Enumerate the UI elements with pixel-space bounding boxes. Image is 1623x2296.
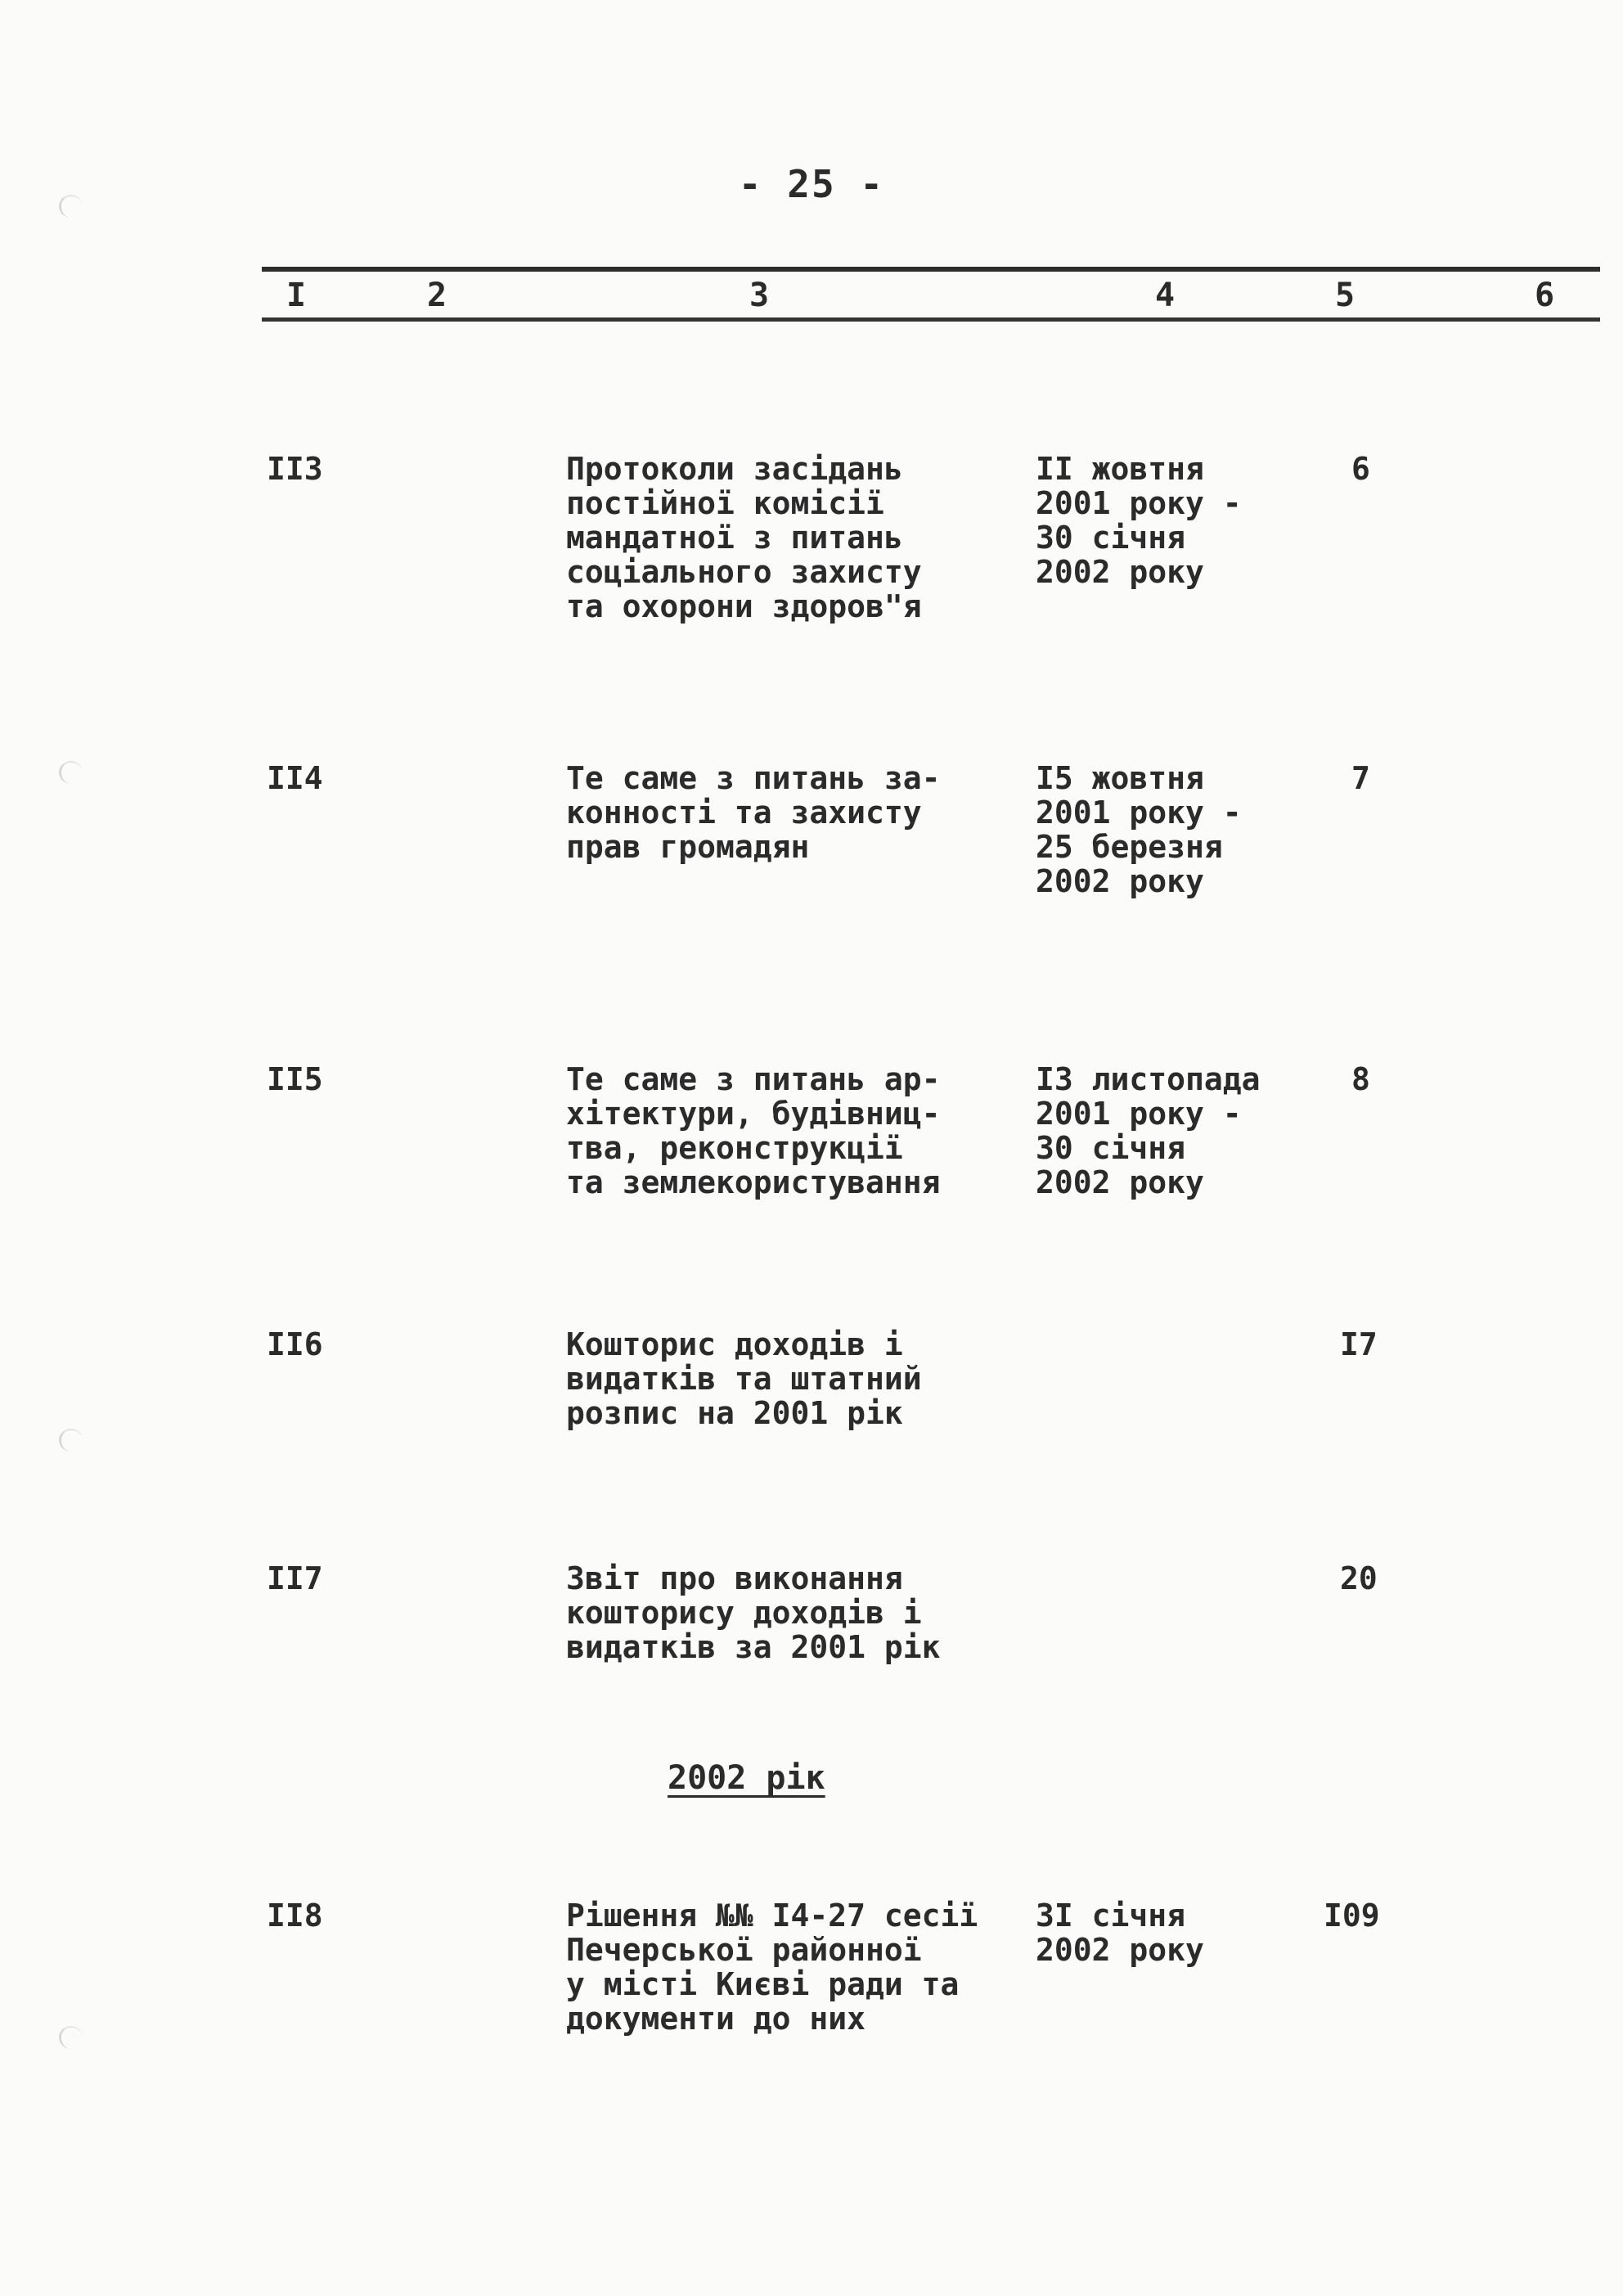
punch-hole-mark xyxy=(59,2026,83,2049)
entry-description: Те саме з питань за- конності та захисту прав громадян xyxy=(566,760,941,865)
entry-number: II6 xyxy=(267,1326,323,1362)
entry-sheet-count: 8 xyxy=(1351,1061,1370,1097)
punch-hole-mark xyxy=(59,761,83,784)
punch-hole-mark xyxy=(59,1429,83,1452)
entry-sheet-count: I09 xyxy=(1324,1898,1380,1934)
table-header-top-rule xyxy=(262,267,1600,272)
entry-dates: I5 жовтня 2001 року - 25 березня 2002 року xyxy=(1036,760,1242,899)
entry-description: Рішення №№ I4-27 сесії Печерської районної у місті Києві ради та документи до них xyxy=(566,1898,978,2037)
column-header-2: 2 xyxy=(427,277,447,314)
column-header-3: 3 xyxy=(749,277,770,314)
entry-number: II4 xyxy=(267,760,323,796)
column-header-6: 6 xyxy=(1535,277,1555,314)
entry-number: II8 xyxy=(267,1898,323,1934)
entry-sheet-count: 7 xyxy=(1351,760,1370,796)
entry-description: Протоколи засідань постійної комісії мандатної з питань соціального захисту та охорони здоров"я xyxy=(566,451,922,624)
entry-sheet-count: 20 xyxy=(1340,1560,1378,1596)
entry-description: Кошторис доходів і видатків та штатний розпис на 2001 рік xyxy=(566,1326,922,1431)
entry-description: Те саме з питань ар- хітектури, будівниц- тва, реконструкції та землекористування xyxy=(566,1061,941,1200)
page-number: - 25 - xyxy=(738,162,885,206)
entry-dates: I3 листопада 2001 року - 30 січня 2002 року xyxy=(1036,1061,1261,1200)
section-title: 2002 рік xyxy=(668,1759,825,1797)
entry-sheet-count: 6 xyxy=(1351,451,1370,487)
table-header-bottom-rule xyxy=(262,317,1600,322)
entry-number: II5 xyxy=(267,1061,323,1097)
entry-description: Звіт про виконання кошторису доходів і видатків за 2001 рік xyxy=(566,1560,941,1665)
entry-dates: 3I січня 2002 року xyxy=(1036,1898,1204,1968)
entry-number: II3 xyxy=(267,451,323,487)
entry-number: II7 xyxy=(267,1560,323,1596)
entry-sheet-count: I7 xyxy=(1340,1326,1378,1362)
column-header-1: I xyxy=(286,277,307,314)
column-header-5: 5 xyxy=(1335,277,1355,314)
entry-dates: II жовтня 2001 року - 30 січня 2002 року xyxy=(1036,451,1242,590)
column-header-4: 4 xyxy=(1155,277,1176,314)
